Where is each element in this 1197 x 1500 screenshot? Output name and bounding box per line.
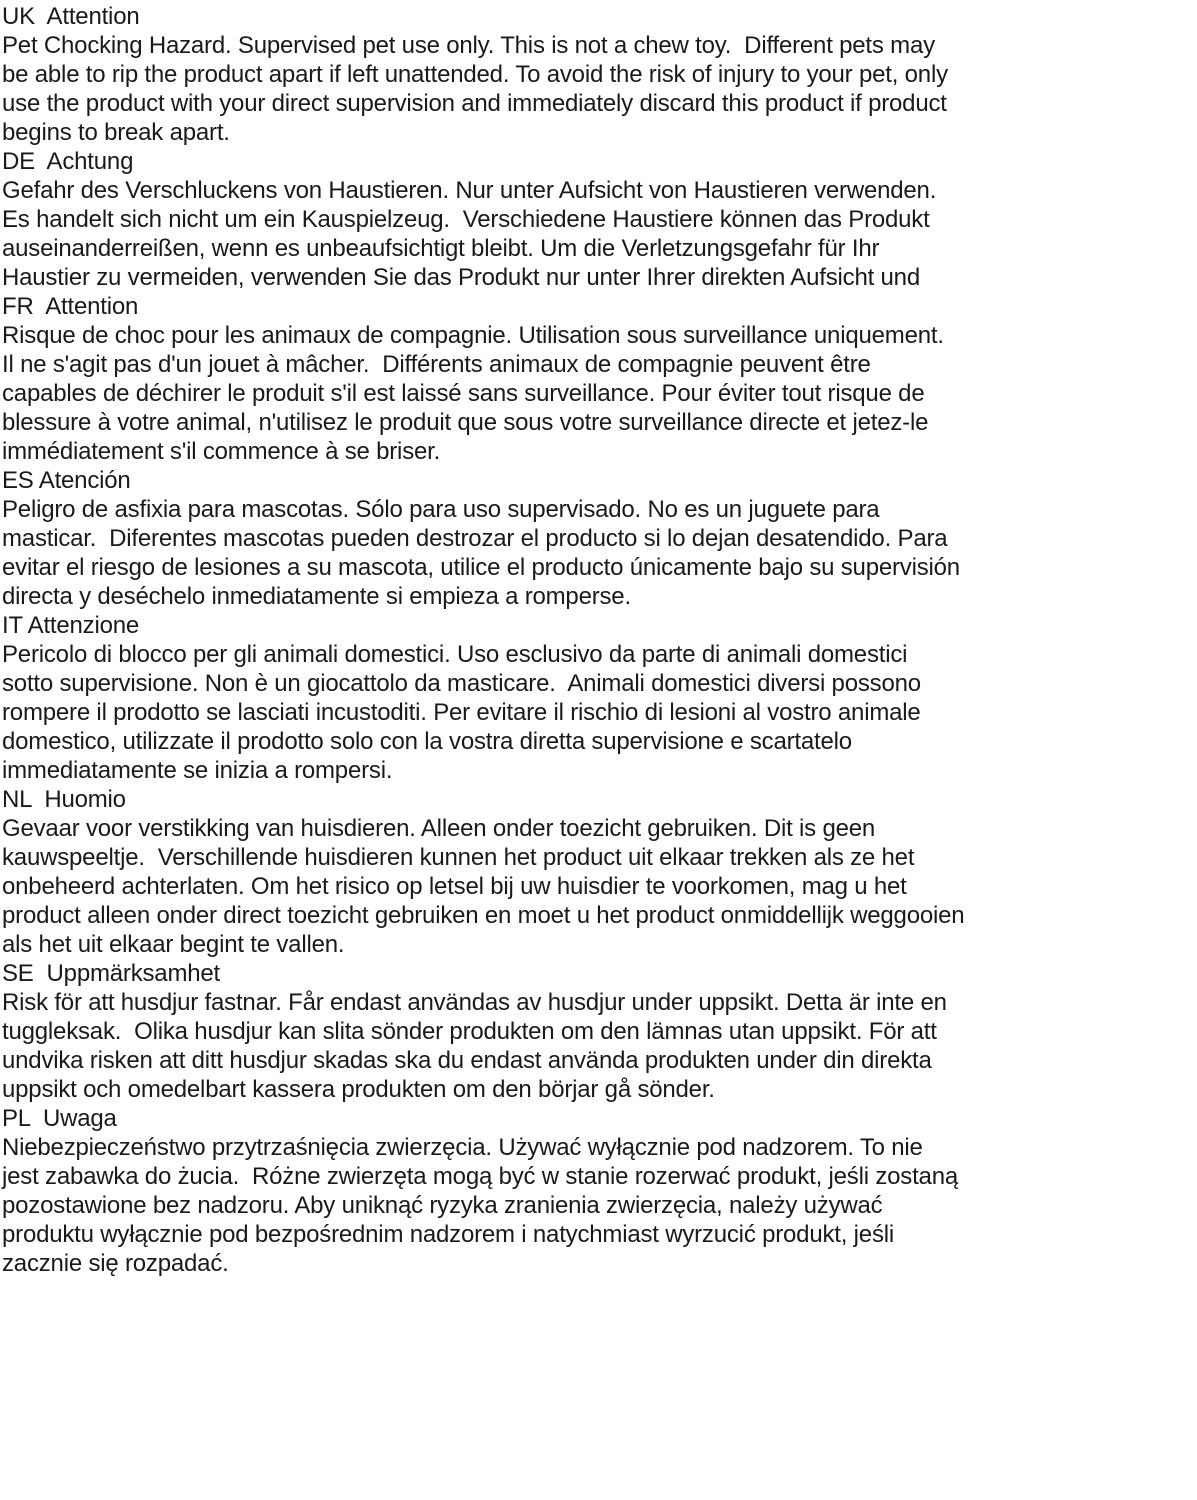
text-line: uppsikt och omedelbart kassera produkten om den börjar gå sönder. bbox=[2, 1076, 715, 1103]
section-body-pl bbox=[2, 1133, 1197, 1278]
section-header-nl: NL Huomio bbox=[2, 786, 126, 813]
text-line: produktu wyłącznie pod bezpośrednim nadzorem i natychmiast wyrzucić produkt, jeśli bbox=[2, 1221, 895, 1248]
section-body-de bbox=[2, 176, 1197, 292]
text-line: masticar. Diferentes mascotas pueden destrozar el producto si lo dejan desatendido. Para bbox=[2, 525, 948, 552]
section-header-fr: FR Attention bbox=[2, 293, 139, 320]
text-line: immediatamente se inizia a rompersi. bbox=[2, 757, 393, 784]
warning-section-es bbox=[2, 466, 1197, 611]
text-line: product alleen onder direct toezicht gebruiken en moet u het product onmiddellijk weggooien bbox=[2, 902, 965, 929]
text-line: als het uit elkaar begint te vallen. bbox=[2, 931, 345, 958]
text-line: Il ne s'agit pas d'un jouet à mâcher. Différents animaux de compagnie peuvent être bbox=[2, 351, 871, 378]
text-line: blessure à votre animal, n'utilisez le produit que sous votre surveillance directe et jetez-le bbox=[2, 409, 929, 436]
text-line: Es handelt sich nicht um ein Kauspielzeug. Verschiedene Haustiere können das Produkt bbox=[2, 206, 930, 233]
text-line: evitar el riesgo de lesiones a su mascota, utilice el producto únicamente bajo su supervisión bbox=[2, 554, 960, 581]
section-header-pl: PL Uwaga bbox=[2, 1105, 117, 1132]
section-body-it bbox=[2, 640, 1197, 785]
text-line: rompere il prodotto se lasciati incustoditi. Per evitare il rischio di lesioni al vostro animale bbox=[2, 699, 921, 726]
text-line: Niebezpieczeństwo przytrzaśnięcia zwierzęcia. Używać wyłącznie pod nadzorem. To nie bbox=[2, 1134, 923, 1161]
section-header-se: SE Uppmärksamhet bbox=[2, 960, 221, 987]
text-line: Gevaar voor verstikking van huisdieren. Alleen onder toezicht gebruiken. Dit is geen bbox=[2, 815, 876, 842]
text-line: Gefahr des Verschluckens von Haustieren. Nur unter Aufsicht von Haustieren verwenden. bbox=[2, 177, 937, 204]
text-line: auseinanderreißen, wenn es unbeaufsichtigt bleibt. Um die Verletzungsgefahr für Ihr bbox=[2, 235, 880, 262]
text-line: zacznie się rozpadać. bbox=[2, 1250, 229, 1277]
warning-section-se bbox=[2, 959, 1197, 1104]
text-line: sotto supervisione. Non è un giocattolo da masticare. Animali domestici diversi possono bbox=[2, 670, 921, 697]
text-line: kauwspeeltje. Verschillende huisdieren kunnen het product uit elkaar trekken als ze het bbox=[2, 844, 915, 871]
text-line: Risque de choc pour les animaux de compagnie. Utilisation sous surveillance uniquement. bbox=[2, 322, 944, 349]
warning-section-fr bbox=[2, 292, 1197, 466]
section-body-se bbox=[2, 988, 1197, 1104]
warning-section-de bbox=[2, 147, 1197, 292]
text-line: directa y deséchelo inmediatamente si empieza a romperse. bbox=[2, 583, 631, 610]
text-line: Pet Chocking Hazard. Supervised pet use only. This is not a chew toy. Different pets may bbox=[2, 32, 935, 59]
warning-section-pl bbox=[2, 1104, 1197, 1278]
section-body-es bbox=[2, 495, 1197, 611]
warning-section-uk bbox=[2, 2, 1197, 147]
warning-section-nl bbox=[2, 785, 1197, 959]
section-header-uk: UK Attention bbox=[2, 3, 140, 30]
text-line: capables de déchirer le produit s'il est laissé sans surveillance. Pour éviter tout risque de bbox=[2, 380, 925, 407]
warning-section-it bbox=[2, 611, 1197, 785]
section-header-es: ES Atención bbox=[2, 467, 131, 494]
text-line: tuggleksak. Olika husdjur kan slita sönder produkten om den lämnas utan uppsikt. För att bbox=[2, 1018, 937, 1045]
text-line: undvika risken att ditt husdjur skadas ska du endast använda produkten under din direkta bbox=[2, 1047, 932, 1074]
section-body-nl bbox=[2, 814, 1197, 959]
text-line: domestico, utilizzate il prodotto solo con la vostra diretta supervisione e scartatelo bbox=[2, 728, 852, 755]
text-line: Risk för att husdjur fastnar. Får endast användas av husdjur under uppsikt. Detta är inte en bbox=[2, 989, 947, 1016]
text-line: Haustier zu vermeiden, verwenden Sie das Produkt nur unter Ihrer direkten Aufsicht und bbox=[2, 264, 920, 291]
text-line: begins to break apart. bbox=[2, 119, 230, 146]
text-line: jest zabawka do żucia. Różne zwierzęta mogą być w stanie rozerwać produkt, jeśli zostaną bbox=[2, 1163, 958, 1190]
section-body-fr bbox=[2, 321, 1197, 466]
section-header-de: DE Achtung bbox=[2, 148, 134, 175]
text-line: Peligro de asfixia para mascotas. Sólo para uso supervisado. No es un juguete para bbox=[2, 496, 880, 523]
text-line: pozostawione bez nadzoru. Aby uniknąć ryzyka zranienia zwierzęcia, należy używać bbox=[2, 1192, 883, 1219]
text-line: use the product with your direct supervision and immediately discard this product if product bbox=[2, 90, 947, 117]
text-line: onbeheerd achterlaten. Om het risico op letsel bij uw huisdier te voorkomen, mag u het bbox=[2, 873, 907, 900]
text-line: immédiatement s'il commence à se briser. bbox=[2, 438, 441, 465]
section-body-uk bbox=[2, 31, 1197, 147]
text-line: be able to rip the product apart if left unattended. To avoid the risk of injury to your pet, only bbox=[2, 61, 948, 88]
text-line: Pericolo di blocco per gli animali domestici. Uso esclusivo da parte di animali domestici bbox=[2, 641, 908, 668]
section-header-it: IT Attenzione bbox=[2, 612, 140, 639]
